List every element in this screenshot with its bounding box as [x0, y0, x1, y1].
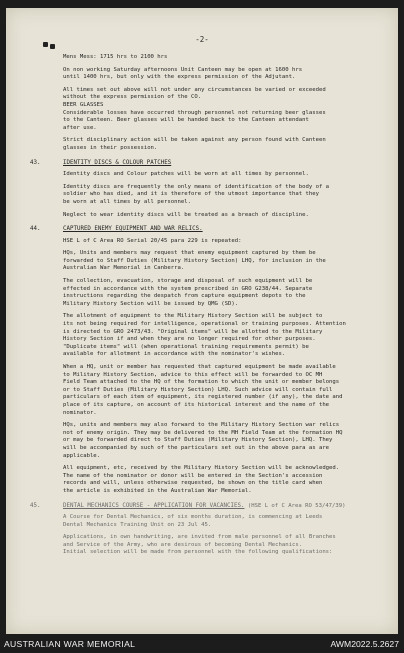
text-line: not of enemy origin. They may be delivered to the MH Field Team at the formation HQ	[63, 429, 343, 436]
text-line: Identity discs and Colour patches will be worn at all times by personnel.	[63, 171, 309, 178]
text-line: Neglect to wear identity discs will be treated as a breach of discipline.	[63, 211, 309, 218]
text-line: applicable.	[63, 452, 101, 459]
text-line: Applications, in own handwriting, are invited from male personnel of all Branches	[63, 534, 336, 541]
text-line: and Service of the Army, who are desirous of becoming Dental Mechanics.	[63, 541, 303, 548]
text-line: or to Staff Duties (Military History Section) LHQ. Such advice will contain full	[63, 386, 333, 393]
section-heading: DENTAL MECHANICS COURSE - APPLICATION FOR VACANCIES.	[63, 502, 245, 509]
document-body	[30, 54, 380, 564]
text-line: particulars of each item of equipment, its registered number (if any), the date and	[63, 394, 343, 401]
text-line: HQs, units and members may also forward to the Military History Section war relics	[63, 422, 340, 429]
text-line: A Course for Dental Mechanics, of six months duration, is commencing at Leeds	[63, 514, 323, 521]
section-44	[30, 226, 380, 495]
text-line: Considerable losses have occurred through personnel not returning beer glasses	[63, 109, 326, 116]
text-line: "Duplicate items" will (when operational training requirements permit) be	[63, 343, 309, 350]
section-43	[30, 159, 380, 220]
text-line: will be accompanied by such of the particulars set out in the above para as are	[63, 444, 330, 451]
section-number: 44.	[30, 226, 41, 233]
text-line: Dental Mechanics Training Unit on 23 Jul 45.	[63, 521, 212, 528]
text-line: soldier who has died, and it is therefore of the utmost importance that they	[63, 191, 319, 198]
text-line: place of its capture, on account of its historical interest and the name of the	[63, 401, 330, 408]
section-45-lines	[63, 514, 380, 557]
footer-accession-number: AWM2022.5.2627	[330, 639, 399, 649]
intro-section	[63, 54, 380, 153]
text-line: All times set out above will not under any circumstances be varied or exceeded	[63, 86, 326, 93]
text-line: the article is exhibited in the Australian War Memorial.	[63, 487, 252, 494]
page-number: -2-	[195, 35, 209, 44]
text-line: The collection, evacuation, storage and disposal of such equipment will be	[63, 278, 313, 285]
text-line: Identity discs are frequently the only means of identification of the body of a	[63, 183, 330, 190]
text-line: The allotment of equipment to the Military History Section will be subject to	[63, 313, 323, 320]
document-page	[6, 8, 398, 634]
text-line: is directed to GRO 2473/43. "Original items" will be allotted to the Military	[63, 328, 323, 335]
text-line: Field Team attached to the HQ of the formation to which the unit or member belongs	[63, 379, 340, 386]
text-line: nominator.	[63, 409, 97, 416]
text-line: effected in accordance with the system prescribed in GRO G238/44. Separate	[63, 285, 313, 292]
text-line: its not being required for intelligence, operational or training purposes. Attention	[63, 321, 346, 328]
text-line: available for allotment in accordance with the nominator's wishes.	[63, 351, 286, 358]
text-line: to Military History Section, advice to this effect will be forwarded to OC MH	[63, 371, 323, 378]
text-line: Mens Mess: 1715 hrs to 2100 hrs	[63, 54, 168, 60]
text-line: Strict disciplinary action will be taken against any person found with Canteen	[63, 137, 326, 144]
text-line: When a HQ, unit or member has requested that captured equipment be made available	[63, 364, 336, 370]
section-43-lines	[63, 171, 380, 219]
section-45	[30, 502, 380, 558]
text-line: Australian War Memorial in Canberra.	[63, 265, 185, 272]
intro-lines	[63, 54, 380, 153]
text-line: records and will, unless otherwise requested, be shown on the title card when	[63, 480, 323, 487]
archive-footer	[0, 634, 404, 653]
text-line: On non working Saturday afternoons Unit Canteen may be open at 1600 hrs	[63, 66, 303, 73]
text-line: All equipment, etc, received by the Military History Section will be acknowledged.	[63, 465, 340, 472]
text-line: Initial selection will be made from personnel with the following qualifications:	[63, 549, 333, 556]
text-line: BEER GLASSES	[63, 101, 104, 108]
text-line: forwarded to Staff Duties (Military History Section) LHQ, for inclusion in the	[63, 257, 326, 264]
text-line: after use.	[63, 124, 97, 131]
text-line: The name of the nominator or donor will be entered in the Section's accession	[63, 472, 323, 479]
text-line: or may be forwarded direct to Staff Duties (Military History Section), LHQ. They	[63, 437, 333, 444]
section-heading: IDENTITY DISCS & COLOUR PATCHES	[63, 159, 172, 166]
text-line: until 1400 hrs, but only with the express permission of the Adjutant.	[63, 74, 296, 81]
text-line: instructions regarding the despatch from capture equipment depots to the	[63, 293, 306, 300]
text-line: to the Canteen. Beer glasses will be handed back to the Canteen attendant	[63, 117, 309, 124]
section-heading: CAPTURED ENEMY EQUIPMENT AND WAR RELICS.	[63, 226, 203, 233]
text-line: without the express permission of the CO.	[63, 94, 202, 101]
text-line: glasses in their possession.	[63, 144, 158, 151]
text-line: History Section if and when they are no longer required for other purposes.	[63, 336, 316, 343]
footer-institution: AUSTRALIAN WAR MEMORIAL	[4, 639, 136, 649]
section-reference: (HSE L of C Area RO 53/47/39)	[247, 502, 346, 509]
text-line: HSE L of C Area RO Serial 20/45 para 229 is repeated:	[63, 237, 242, 244]
text-line: HQs, Units and members may request that enemy equipment captured by them be	[63, 250, 316, 257]
section-44-lines	[63, 238, 380, 496]
text-line: be worn at all times by all personnel.	[63, 198, 191, 205]
section-number: 45.	[30, 502, 41, 509]
text-line: Military History Section will be issued by QMG (SD).	[63, 300, 239, 307]
section-number: 43.	[30, 159, 41, 166]
